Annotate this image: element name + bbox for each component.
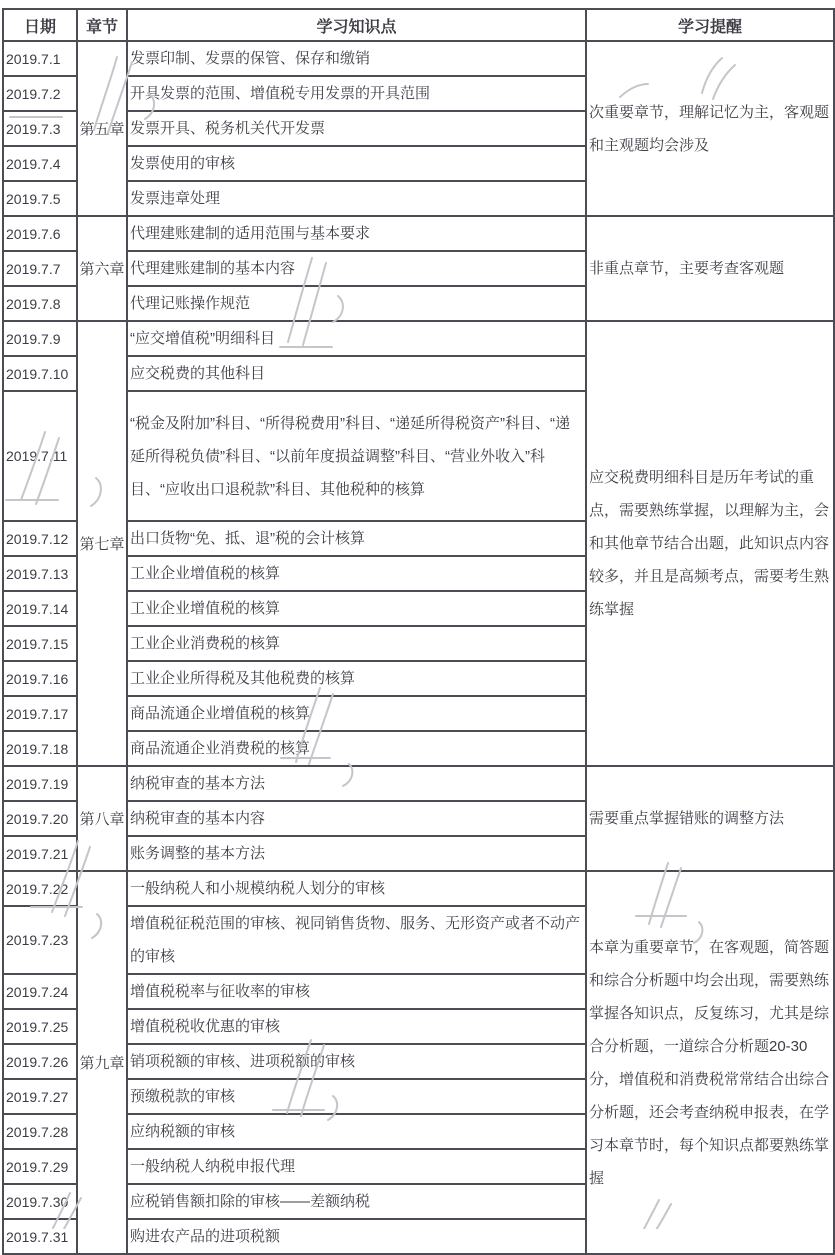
topic-cell: 出口货物“免、抵、退”税的会计核算 xyxy=(127,521,586,556)
topic-cell: 纳税审查的基本方法 xyxy=(127,766,586,801)
chapter-cell: 第九章 xyxy=(77,871,127,1254)
schedule-row xyxy=(3,321,834,356)
date-cell: 2019.7.10 xyxy=(3,356,77,391)
topic-cell: 销项税额的审核、进项税额的审核 xyxy=(127,1044,586,1079)
date-cell: 2019.7.13 xyxy=(3,556,77,591)
topic-cell: 发票开具、税务机关代开发票 xyxy=(127,111,586,146)
topic-cell: 工业企业消费税的核算 xyxy=(127,626,586,661)
study-schedule-table xyxy=(2,8,835,1255)
schedule-row xyxy=(3,216,834,251)
reminder-cell: 应交税费明细科目是历年考试的重点，需要熟练掌握，以理解为主，会和其他章节结合出题，此知识点内容较多，并且是高频考点，需要考生熟练掌握 xyxy=(586,321,834,766)
chapter-cell: 第六章 xyxy=(77,216,127,321)
date-cell: 2019.7.8 xyxy=(3,286,77,321)
date-cell: 2019.7.7 xyxy=(3,251,77,286)
date-cell: 2019.7.19 xyxy=(3,766,77,801)
topic-cell: 纳税审查的基本内容 xyxy=(127,801,586,836)
header-reminder: 学习提醒 xyxy=(586,9,834,41)
date-cell: 2019.7.25 xyxy=(3,1009,77,1044)
topic-cell: 预缴税款的审核 xyxy=(127,1079,586,1114)
date-cell: 2019.7.4 xyxy=(3,146,77,181)
date-cell: 2019.7.18 xyxy=(3,731,77,766)
topic-cell: 增值税税收优惠的审核 xyxy=(127,1009,586,1044)
date-cell: 2019.7.22 xyxy=(3,871,77,906)
topic-cell: 购进农产品的进项税额 xyxy=(127,1219,586,1254)
schedule-table-body xyxy=(3,41,834,1254)
topic-cell: 增值税征税范围的审核、视同销售货物、服务、无形资产或者不动产的审核 xyxy=(127,906,586,974)
topic-cell: 代理建账建制的适用范围与基本要求 xyxy=(127,216,586,251)
date-cell: 2019.7.20 xyxy=(3,801,77,836)
topic-cell: 发票使用的审核 xyxy=(127,146,586,181)
topic-cell: 商品流通企业消费税的核算 xyxy=(127,731,586,766)
date-cell: 2019.7.14 xyxy=(3,591,77,626)
date-cell: 2019.7.5 xyxy=(3,181,77,216)
reminder-cell: 本章为重要章节，在客观题，简答题和综合分析题中均会出现，需要熟练掌握各知识点，反复练习，尤其是综合分析题，一道综合分析题20-30分，增值税和消费税常常结合出综合分析题，还会考查纳税申报表，在学习本章节时，每个知识点都要熟练掌握 xyxy=(586,871,834,1254)
topic-cell: “税金及附加”科目、“所得税费用”科目、“递延所得税资产”科目、“递延所得税负债”科目、“以前年度损益调整”科目、“营业外收入”科目、“应收出口退税款”科目、其他税种的核算 xyxy=(127,391,586,521)
date-cell: 2019.7.23 xyxy=(3,906,77,974)
reminder-cell: 非重点章节，主要考查客观题 xyxy=(586,216,834,321)
topic-cell: 应纳税额的审核 xyxy=(127,1114,586,1149)
topic-cell: 工业企业增值税的核算 xyxy=(127,556,586,591)
topic-cell: 账务调整的基本方法 xyxy=(127,836,586,871)
header-row xyxy=(3,9,834,41)
date-cell: 2019.7.21 xyxy=(3,836,77,871)
date-cell: 2019.7.28 xyxy=(3,1114,77,1149)
date-cell: 2019.7.27 xyxy=(3,1079,77,1114)
date-cell: 2019.7.12 xyxy=(3,521,77,556)
date-cell: 2019.7.30 xyxy=(3,1184,77,1219)
date-cell: 2019.7.9 xyxy=(3,321,77,356)
header-chapter: 章节 xyxy=(77,9,127,41)
topic-cell: 工业企业增值税的核算 xyxy=(127,591,586,626)
topic-cell: 商品流通企业增值税的核算 xyxy=(127,696,586,731)
date-cell: 2019.7.11 xyxy=(3,391,77,521)
reminder-cell: 需要重点掌握错账的调整方法 xyxy=(586,766,834,871)
topic-cell: 应交税费的其他科目 xyxy=(127,356,586,391)
topic-cell: 代理建账建制的基本内容 xyxy=(127,251,586,286)
topic-cell: 代理记账操作规范 xyxy=(127,286,586,321)
topic-cell: 工业企业所得税及其他税费的核算 xyxy=(127,661,586,696)
date-cell: 2019.7.6 xyxy=(3,216,77,251)
schedule-row xyxy=(3,766,834,801)
date-cell: 2019.7.31 xyxy=(3,1219,77,1254)
schedule-row xyxy=(3,871,834,906)
date-cell: 2019.7.26 xyxy=(3,1044,77,1079)
date-cell: 2019.7.16 xyxy=(3,661,77,696)
topic-cell: 应税销售额扣除的审核——差额纳税 xyxy=(127,1184,586,1219)
topic-cell: 增值税税率与征收率的审核 xyxy=(127,974,586,1009)
topic-cell: 开具发票的范围、增值税专用发票的开具范围 xyxy=(127,76,586,111)
date-cell: 2019.7.17 xyxy=(3,696,77,731)
date-cell: 2019.7.2 xyxy=(3,76,77,111)
topic-cell: 一般纳税人纳税申报代理 xyxy=(127,1149,586,1184)
topic-cell: 发票违章处理 xyxy=(127,181,586,216)
date-cell: 2019.7.3 xyxy=(3,111,77,146)
chapter-cell: 第五章 xyxy=(77,41,127,216)
chapter-cell: 第七章 xyxy=(77,321,127,766)
reminder-cell: 次重要章节，理解记忆为主，客观题和主观题均会涉及 xyxy=(586,41,834,216)
date-cell: 2019.7.15 xyxy=(3,626,77,661)
header-date: 日期 xyxy=(3,9,77,41)
topic-cell: “应交增值税”明细科目 xyxy=(127,321,586,356)
chapter-cell: 第八章 xyxy=(77,766,127,871)
topic-cell: 一般纳税人和小规模纳税人划分的审核 xyxy=(127,871,586,906)
topic-cell: 发票印制、发票的保管、保存和缴销 xyxy=(127,41,586,76)
date-cell: 2019.7.29 xyxy=(3,1149,77,1184)
date-cell: 2019.7.24 xyxy=(3,974,77,1009)
header-knowledge: 学习知识点 xyxy=(127,9,586,41)
date-cell: 2019.7.1 xyxy=(3,41,77,76)
schedule-row xyxy=(3,41,834,76)
